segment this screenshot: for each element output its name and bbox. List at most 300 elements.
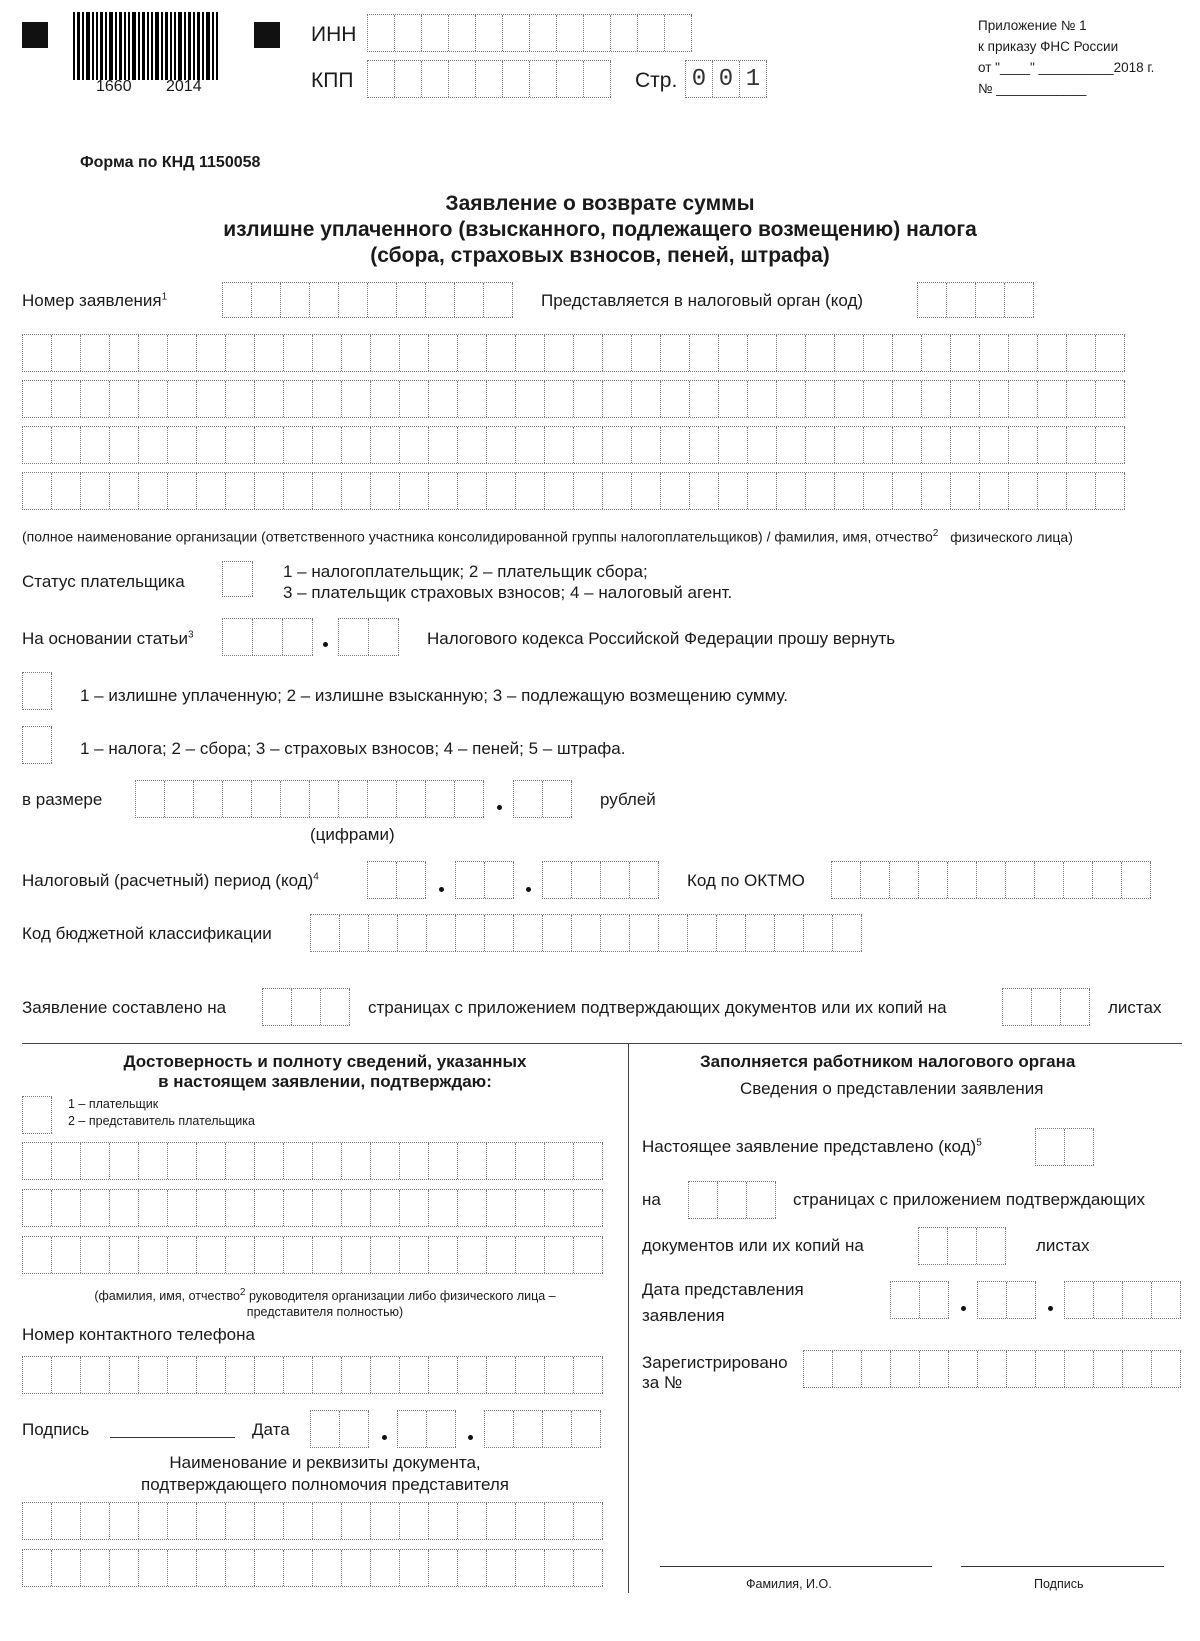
input-cell[interactable] bbox=[487, 381, 516, 417]
input-cell[interactable] bbox=[574, 1190, 603, 1226]
input-cell[interactable] bbox=[1009, 427, 1038, 463]
input-cell[interactable] bbox=[1009, 473, 1038, 509]
input-cell[interactable] bbox=[197, 1503, 226, 1539]
cell-row[interactable] bbox=[22, 1236, 603, 1274]
input-cell[interactable] bbox=[545, 335, 574, 371]
input-cell[interactable] bbox=[197, 381, 226, 417]
input-cell[interactable] bbox=[748, 427, 777, 463]
input-cell[interactable] bbox=[197, 1237, 226, 1273]
office-sheets-cells[interactable] bbox=[918, 1227, 1006, 1265]
input-cell[interactable] bbox=[804, 1351, 833, 1387]
input-cell[interactable] bbox=[313, 381, 342, 417]
input-cell[interactable] bbox=[400, 473, 429, 509]
input-cell[interactable] bbox=[313, 335, 342, 371]
period-cells-2[interactable] bbox=[455, 861, 514, 899]
input-cell[interactable] bbox=[342, 1190, 371, 1226]
sheets-count-cells[interactable] bbox=[1002, 988, 1090, 1026]
input-cell[interactable] bbox=[429, 1237, 458, 1273]
input-cell[interactable] bbox=[487, 473, 516, 509]
input-cell[interactable] bbox=[313, 1143, 342, 1179]
input-cell[interactable] bbox=[52, 427, 81, 463]
input-cell[interactable] bbox=[52, 1190, 81, 1226]
input-cell[interactable] bbox=[255, 1143, 284, 1179]
input-cell[interactable] bbox=[545, 1503, 574, 1539]
input-cell[interactable] bbox=[516, 1503, 545, 1539]
input-cell[interactable] bbox=[458, 1550, 487, 1586]
input-cell[interactable] bbox=[632, 335, 661, 371]
input-cell[interactable] bbox=[284, 1357, 313, 1393]
input-cell[interactable] bbox=[951, 473, 980, 509]
input-cell[interactable] bbox=[23, 1190, 52, 1226]
input-cell[interactable] bbox=[342, 1143, 371, 1179]
input-cell[interactable] bbox=[139, 335, 168, 371]
input-cell[interactable] bbox=[690, 427, 719, 463]
input-cell[interactable] bbox=[893, 381, 922, 417]
input-cell[interactable] bbox=[342, 473, 371, 509]
input-cell[interactable] bbox=[139, 1503, 168, 1539]
input-cell[interactable] bbox=[81, 381, 110, 417]
input-cell[interactable] bbox=[864, 335, 893, 371]
pages-count-cells[interactable] bbox=[262, 988, 350, 1026]
input-cell[interactable] bbox=[516, 1550, 545, 1586]
input-cell[interactable] bbox=[487, 1143, 516, 1179]
input-cell[interactable] bbox=[139, 1143, 168, 1179]
input-cell[interactable] bbox=[632, 381, 661, 417]
input-cell[interactable] bbox=[255, 1237, 284, 1273]
input-cell[interactable] bbox=[226, 1503, 255, 1539]
input-cell[interactable] bbox=[922, 427, 951, 463]
input-cell[interactable] bbox=[400, 1357, 429, 1393]
input-cell[interactable] bbox=[81, 473, 110, 509]
input-cell[interactable] bbox=[1094, 1351, 1123, 1387]
kpp-cells[interactable] bbox=[367, 60, 611, 98]
input-cell[interactable] bbox=[400, 1503, 429, 1539]
input-cell[interactable] bbox=[603, 473, 632, 509]
input-cell[interactable] bbox=[487, 1190, 516, 1226]
input-cell[interactable] bbox=[313, 1357, 342, 1393]
input-cell[interactable] bbox=[545, 473, 574, 509]
input-cell[interactable] bbox=[893, 335, 922, 371]
input-cell[interactable] bbox=[545, 427, 574, 463]
input-cell[interactable] bbox=[400, 335, 429, 371]
article-point-cells[interactable] bbox=[338, 618, 399, 656]
signer-type-cell[interactable] bbox=[22, 1096, 52, 1134]
input-cell[interactable] bbox=[342, 1357, 371, 1393]
cell-row[interactable] bbox=[22, 1502, 603, 1540]
cell-row[interactable] bbox=[22, 426, 1125, 464]
input-cell[interactable] bbox=[487, 1550, 516, 1586]
input-cell[interactable] bbox=[458, 473, 487, 509]
input-cell[interactable] bbox=[313, 1237, 342, 1273]
article-number-cells[interactable] bbox=[222, 618, 313, 656]
input-cell[interactable] bbox=[81, 1357, 110, 1393]
cell-row[interactable] bbox=[22, 1142, 603, 1180]
input-cell[interactable] bbox=[1067, 335, 1096, 371]
input-cell[interactable] bbox=[81, 1237, 110, 1273]
input-cell[interactable] bbox=[23, 381, 52, 417]
input-cell[interactable] bbox=[342, 381, 371, 417]
input-cell[interactable] bbox=[371, 1190, 400, 1226]
input-cell[interactable] bbox=[777, 473, 806, 509]
input-cell[interactable] bbox=[1096, 381, 1125, 417]
input-cell[interactable] bbox=[516, 1143, 545, 1179]
input-cell[interactable] bbox=[284, 427, 313, 463]
input-cell[interactable] bbox=[1038, 427, 1067, 463]
input-cell[interactable] bbox=[313, 1503, 342, 1539]
input-cell[interactable] bbox=[168, 1550, 197, 1586]
input-cell[interactable] bbox=[690, 381, 719, 417]
input-cell[interactable] bbox=[1096, 427, 1125, 463]
input-cell[interactable] bbox=[81, 1143, 110, 1179]
input-cell[interactable] bbox=[1067, 473, 1096, 509]
application-number-cells[interactable] bbox=[222, 282, 513, 318]
input-cell[interactable] bbox=[864, 473, 893, 509]
input-cell[interactable] bbox=[52, 381, 81, 417]
submitted-code-cells[interactable] bbox=[1035, 1128, 1094, 1166]
input-cell[interactable] bbox=[777, 427, 806, 463]
input-cell[interactable] bbox=[1036, 1351, 1065, 1387]
input-cell[interactable] bbox=[806, 473, 835, 509]
input-cell[interactable] bbox=[864, 427, 893, 463]
input-cell[interactable] bbox=[719, 381, 748, 417]
phone-cells[interactable] bbox=[22, 1356, 603, 1394]
input-cell[interactable] bbox=[400, 1190, 429, 1226]
input-cell[interactable] bbox=[429, 335, 458, 371]
kbk-cells[interactable] bbox=[310, 914, 862, 952]
input-cell[interactable] bbox=[197, 1143, 226, 1179]
input-cell[interactable] bbox=[81, 427, 110, 463]
input-cell[interactable] bbox=[342, 427, 371, 463]
input-cell[interactable] bbox=[429, 1503, 458, 1539]
office-pages-cells[interactable] bbox=[688, 1181, 776, 1219]
input-cell[interactable] bbox=[661, 381, 690, 417]
input-cell[interactable] bbox=[371, 1357, 400, 1393]
input-cell[interactable] bbox=[980, 381, 1009, 417]
input-cell[interactable] bbox=[371, 381, 400, 417]
input-cell[interactable] bbox=[748, 381, 777, 417]
input-cell[interactable] bbox=[23, 1550, 52, 1586]
input-cell[interactable] bbox=[139, 1550, 168, 1586]
input-cell[interactable] bbox=[516, 1190, 545, 1226]
input-cell[interactable] bbox=[110, 1143, 139, 1179]
cell-row[interactable] bbox=[22, 472, 1125, 510]
input-cell[interactable] bbox=[197, 335, 226, 371]
period-cells-3[interactable] bbox=[542, 861, 659, 899]
input-cell[interactable] bbox=[342, 1503, 371, 1539]
input-cell[interactable] bbox=[458, 1143, 487, 1179]
input-cell[interactable] bbox=[458, 1190, 487, 1226]
input-cell[interactable] bbox=[400, 381, 429, 417]
input-cell[interactable] bbox=[168, 427, 197, 463]
input-cell[interactable] bbox=[284, 1143, 313, 1179]
input-cell[interactable] bbox=[23, 1357, 52, 1393]
input-cell[interactable] bbox=[458, 1237, 487, 1273]
input-cell[interactable] bbox=[371, 1550, 400, 1586]
input-cell[interactable] bbox=[719, 427, 748, 463]
cell-row[interactable] bbox=[22, 334, 1125, 372]
input-cell[interactable] bbox=[980, 427, 1009, 463]
input-cell[interactable] bbox=[516, 1237, 545, 1273]
input-cell[interactable] bbox=[342, 1237, 371, 1273]
input-cell[interactable] bbox=[574, 1237, 603, 1273]
input-cell[interactable] bbox=[487, 1503, 516, 1539]
input-cell[interactable] bbox=[1067, 427, 1096, 463]
input-cell[interactable] bbox=[748, 335, 777, 371]
input-cell[interactable] bbox=[23, 1143, 52, 1179]
input-cell[interactable] bbox=[690, 473, 719, 509]
input-cell[interactable] bbox=[487, 1237, 516, 1273]
input-cell[interactable] bbox=[52, 1237, 81, 1273]
input-cell[interactable] bbox=[574, 427, 603, 463]
input-cell[interactable] bbox=[371, 335, 400, 371]
input-cell[interactable] bbox=[81, 1550, 110, 1586]
input-cell[interactable] bbox=[139, 1190, 168, 1226]
input-cell[interactable] bbox=[255, 381, 284, 417]
input-cell[interactable] bbox=[922, 335, 951, 371]
input-cell[interactable] bbox=[23, 427, 52, 463]
date-year-cells[interactable] bbox=[484, 1410, 601, 1448]
input-cell[interactable] bbox=[313, 1190, 342, 1226]
input-cell[interactable] bbox=[980, 335, 1009, 371]
input-cell[interactable] bbox=[139, 381, 168, 417]
input-cell[interactable] bbox=[371, 1143, 400, 1179]
input-cell[interactable] bbox=[52, 1550, 81, 1586]
input-cell[interactable] bbox=[835, 381, 864, 417]
input-cell[interactable] bbox=[168, 1190, 197, 1226]
input-cell[interactable] bbox=[110, 1237, 139, 1273]
input-cell[interactable] bbox=[168, 1143, 197, 1179]
input-cell[interactable] bbox=[255, 1190, 284, 1226]
return-type-cell[interactable] bbox=[22, 672, 52, 710]
payment-type-cell[interactable] bbox=[22, 726, 52, 764]
input-cell[interactable] bbox=[1038, 335, 1067, 371]
input-cell[interactable] bbox=[226, 473, 255, 509]
input-cell[interactable] bbox=[545, 381, 574, 417]
input-cell[interactable] bbox=[81, 1503, 110, 1539]
input-cell[interactable] bbox=[719, 473, 748, 509]
input-cell[interactable] bbox=[516, 427, 545, 463]
input-cell[interactable] bbox=[255, 473, 284, 509]
input-cell[interactable] bbox=[574, 473, 603, 509]
input-cell[interactable] bbox=[1096, 335, 1125, 371]
input-cell[interactable] bbox=[429, 427, 458, 463]
input-cell[interactable] bbox=[110, 381, 139, 417]
input-cell[interactable] bbox=[516, 473, 545, 509]
input-cell[interactable] bbox=[891, 1351, 920, 1387]
input-cell[interactable] bbox=[342, 335, 371, 371]
input-cell[interactable] bbox=[1007, 1351, 1036, 1387]
input-cell[interactable] bbox=[197, 1190, 226, 1226]
input-cell[interactable] bbox=[429, 1550, 458, 1586]
input-cell[interactable] bbox=[23, 473, 52, 509]
input-cell[interactable] bbox=[81, 1190, 110, 1226]
input-cell[interactable] bbox=[719, 335, 748, 371]
input-cell[interactable] bbox=[284, 1190, 313, 1226]
input-cell[interactable] bbox=[922, 381, 951, 417]
input-cell[interactable] bbox=[23, 1503, 52, 1539]
input-cell[interactable] bbox=[284, 381, 313, 417]
input-cell[interactable] bbox=[893, 473, 922, 509]
input-cell[interactable] bbox=[603, 381, 632, 417]
input-cell[interactable] bbox=[52, 1503, 81, 1539]
input-cell[interactable] bbox=[168, 335, 197, 371]
input-cell[interactable] bbox=[574, 1143, 603, 1179]
input-cell[interactable] bbox=[545, 1143, 574, 1179]
input-cell[interactable] bbox=[516, 335, 545, 371]
input-cell[interactable] bbox=[284, 1550, 313, 1586]
input-cell[interactable] bbox=[284, 473, 313, 509]
inn-cells[interactable] bbox=[367, 14, 692, 52]
input-cell[interactable] bbox=[342, 1550, 371, 1586]
input-cell[interactable] bbox=[400, 1550, 429, 1586]
input-cell[interactable] bbox=[980, 473, 1009, 509]
tax-authority-cells[interactable] bbox=[917, 282, 1034, 318]
date-day-cells[interactable] bbox=[310, 1410, 369, 1448]
input-cell[interactable] bbox=[835, 427, 864, 463]
input-cell[interactable] bbox=[487, 1357, 516, 1393]
registration-number-cells[interactable] bbox=[803, 1350, 1181, 1388]
input-cell[interactable] bbox=[1038, 381, 1067, 417]
input-cell[interactable] bbox=[574, 381, 603, 417]
input-cell[interactable] bbox=[110, 335, 139, 371]
input-cell[interactable] bbox=[197, 473, 226, 509]
input-cell[interactable] bbox=[197, 1550, 226, 1586]
amount-kopeks-cells[interactable] bbox=[513, 780, 572, 818]
input-cell[interactable] bbox=[139, 1237, 168, 1273]
input-cell[interactable] bbox=[951, 381, 980, 417]
input-cell[interactable] bbox=[168, 1503, 197, 1539]
input-cell[interactable] bbox=[893, 427, 922, 463]
input-cell[interactable] bbox=[545, 1357, 574, 1393]
input-cell[interactable] bbox=[516, 381, 545, 417]
date-month-cells[interactable] bbox=[397, 1410, 456, 1448]
input-cell[interactable] bbox=[255, 1550, 284, 1586]
input-cell[interactable] bbox=[226, 1190, 255, 1226]
input-cell[interactable] bbox=[429, 1190, 458, 1226]
input-cell[interactable] bbox=[284, 335, 313, 371]
input-cell[interactable] bbox=[255, 1357, 284, 1393]
input-cell[interactable] bbox=[226, 1143, 255, 1179]
input-cell[interactable] bbox=[313, 473, 342, 509]
input-cell[interactable] bbox=[806, 381, 835, 417]
input-cell[interactable] bbox=[574, 1503, 603, 1539]
submission-year-cells[interactable] bbox=[1064, 1281, 1181, 1319]
input-cell[interactable] bbox=[690, 335, 719, 371]
input-cell[interactable] bbox=[777, 381, 806, 417]
input-cell[interactable] bbox=[255, 335, 284, 371]
input-cell[interactable] bbox=[139, 427, 168, 463]
input-cell[interactable] bbox=[833, 1351, 862, 1387]
submission-day-cells[interactable] bbox=[890, 1281, 949, 1319]
input-cell[interactable] bbox=[429, 473, 458, 509]
input-cell[interactable] bbox=[516, 1357, 545, 1393]
amount-rubles-cells[interactable] bbox=[135, 780, 484, 818]
input-cell[interactable] bbox=[777, 335, 806, 371]
input-cell[interactable] bbox=[371, 473, 400, 509]
input-cell[interactable] bbox=[806, 335, 835, 371]
input-cell[interactable] bbox=[922, 473, 951, 509]
input-cell[interactable] bbox=[400, 1143, 429, 1179]
input-cell[interactable] bbox=[574, 1357, 603, 1393]
input-cell[interactable] bbox=[1096, 473, 1125, 509]
input-cell[interactable] bbox=[110, 1503, 139, 1539]
input-cell[interactable] bbox=[371, 427, 400, 463]
input-cell[interactable] bbox=[226, 1357, 255, 1393]
input-cell[interactable] bbox=[458, 381, 487, 417]
input-cell[interactable] bbox=[661, 427, 690, 463]
input-cell[interactable] bbox=[197, 1357, 226, 1393]
input-cell[interactable] bbox=[197, 427, 226, 463]
input-cell[interactable] bbox=[313, 427, 342, 463]
input-cell[interactable] bbox=[400, 427, 429, 463]
input-cell[interactable] bbox=[284, 1503, 313, 1539]
input-cell[interactable] bbox=[632, 473, 661, 509]
input-cell[interactable] bbox=[920, 1351, 949, 1387]
cell-row[interactable] bbox=[22, 380, 1125, 418]
input-cell[interactable] bbox=[255, 427, 284, 463]
input-cell[interactable] bbox=[949, 1351, 978, 1387]
input-cell[interactable] bbox=[487, 427, 516, 463]
oktmo-cells[interactable] bbox=[831, 861, 1151, 899]
input-cell[interactable] bbox=[226, 1237, 255, 1273]
input-cell[interactable] bbox=[429, 381, 458, 417]
input-cell[interactable] bbox=[835, 335, 864, 371]
input-cell[interactable] bbox=[1009, 381, 1038, 417]
input-cell[interactable] bbox=[574, 335, 603, 371]
input-cell[interactable] bbox=[226, 335, 255, 371]
input-cell[interactable] bbox=[168, 381, 197, 417]
input-cell[interactable] bbox=[429, 1357, 458, 1393]
input-cell[interactable] bbox=[81, 335, 110, 371]
input-cell[interactable] bbox=[255, 1503, 284, 1539]
input-cell[interactable] bbox=[574, 1550, 603, 1586]
input-cell[interactable] bbox=[284, 1237, 313, 1273]
input-cell[interactable] bbox=[1152, 1351, 1181, 1387]
input-cell[interactable] bbox=[487, 335, 516, 371]
input-cell[interactable] bbox=[661, 335, 690, 371]
input-cell[interactable] bbox=[52, 335, 81, 371]
payer-status-cell[interactable] bbox=[222, 561, 253, 597]
input-cell[interactable] bbox=[168, 1237, 197, 1273]
input-cell[interactable] bbox=[52, 1143, 81, 1179]
input-cell[interactable] bbox=[168, 1357, 197, 1393]
input-cell[interactable] bbox=[52, 1357, 81, 1393]
input-cell[interactable] bbox=[545, 1190, 574, 1226]
input-cell[interactable] bbox=[862, 1351, 891, 1387]
input-cell[interactable] bbox=[1009, 335, 1038, 371]
input-cell[interactable] bbox=[1067, 381, 1096, 417]
input-cell[interactable] bbox=[226, 381, 255, 417]
input-cell[interactable] bbox=[951, 427, 980, 463]
input-cell[interactable] bbox=[1038, 473, 1067, 509]
input-cell[interactable] bbox=[545, 1550, 574, 1586]
input-cell[interactable] bbox=[110, 473, 139, 509]
input-cell[interactable] bbox=[226, 1550, 255, 1586]
input-cell[interactable] bbox=[864, 381, 893, 417]
input-cell[interactable] bbox=[168, 473, 197, 509]
input-cell[interactable] bbox=[371, 1237, 400, 1273]
input-cell[interactable] bbox=[1123, 1351, 1152, 1387]
input-cell[interactable] bbox=[429, 1143, 458, 1179]
input-cell[interactable] bbox=[835, 473, 864, 509]
cell-row[interactable] bbox=[22, 1189, 603, 1227]
input-cell[interactable] bbox=[632, 427, 661, 463]
input-cell[interactable] bbox=[110, 1550, 139, 1586]
input-cell[interactable] bbox=[978, 1351, 1007, 1387]
input-cell[interactable] bbox=[110, 1190, 139, 1226]
input-cell[interactable] bbox=[458, 1357, 487, 1393]
input-cell[interactable] bbox=[951, 335, 980, 371]
